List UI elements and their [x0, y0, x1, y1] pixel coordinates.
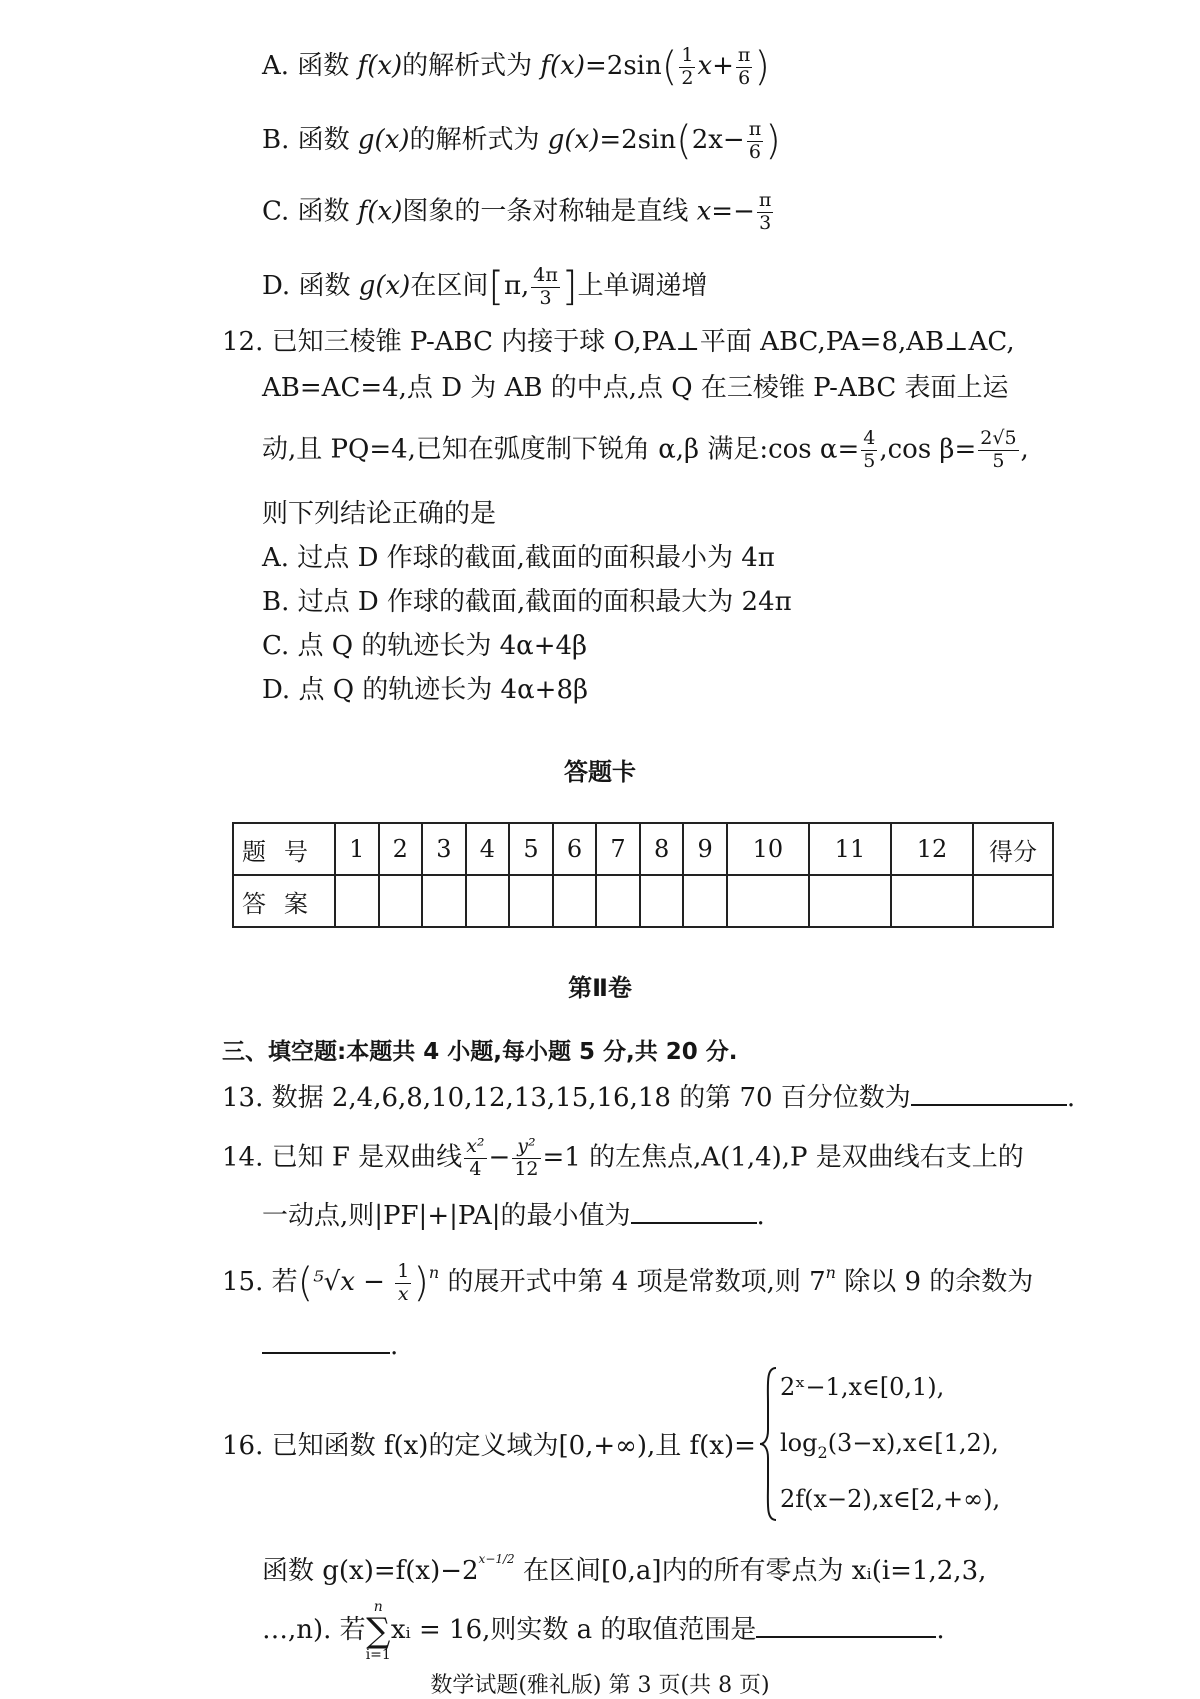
- question-number-cell: 11: [809, 823, 891, 875]
- answer-cell[interactable]: [379, 875, 423, 927]
- question-number-cell: 2: [379, 823, 423, 875]
- q12-option-d: D. 点 Q 的轨迹长为 4α+8β: [262, 675, 589, 705]
- q16-line-1: 16. 已知函数 f(x)的定义域为[0,+∞),且 f(x)=: [222, 1431, 756, 1461]
- question-number-header: 题号: [233, 823, 335, 875]
- q16-case-3: 2f(x−2),x∈[2,+∞),: [780, 1485, 1001, 1513]
- section-3-heading: 三、填空题:本题共 4 小题,每小题 5 分,共 20 分.: [222, 1039, 738, 1065]
- answer-cell[interactable]: [809, 875, 891, 927]
- page-footer: 数学试题(雅礼版) 第 3 页(共 8 页): [430, 1673, 770, 1698]
- q13-answer-blank[interactable]: [911, 1103, 1067, 1106]
- answer-cell[interactable]: [891, 875, 973, 927]
- answer-cell[interactable]: [422, 875, 466, 927]
- question-number-cell: 7: [596, 823, 640, 875]
- answer-cell[interactable]: [640, 875, 684, 927]
- q11-option-d: D. 函数 g(x)在区间[π, $\frac{4\pi}{3}$ ]上单调递增: [262, 263, 708, 310]
- question-number-cell: 3: [422, 823, 466, 875]
- q16-answer-blank[interactable]: [756, 1635, 936, 1638]
- question-number-cell: 12: [891, 823, 973, 875]
- answer-cell[interactable]: [683, 875, 727, 927]
- score-header: 得分: [973, 823, 1053, 875]
- answer-card-answer-row: [233, 875, 1053, 927]
- q16-line-2: 函数 $g(x)=f(x)-2^{x-1/2}$ 在区间[0,a]内的所有零点为 xᵢ(i=1,2,3,: [262, 1552, 987, 1586]
- answer-cell[interactable]: [466, 875, 510, 927]
- question-number-cell: 1: [335, 823, 379, 875]
- answer-cell[interactable]: [509, 875, 553, 927]
- q13-line: 13. 数据 2,4,6,8,10,12,13,15,16,18 的第 70 百分位数为 .: [222, 1083, 1076, 1113]
- q12-line-2: AB=AC=4,点 D 为 AB 的中点,点 Q 在三棱锥 P-ABC 表面上运: [262, 373, 1009, 403]
- score-cell[interactable]: [973, 875, 1053, 927]
- q12-option-a: A. 过点 D 作球的截面,截面的面积最小为 4π: [262, 543, 775, 573]
- answer-cell[interactable]: [335, 875, 379, 927]
- q16-case-2: $\log_2(3-x),x\in[1,2)$,: [780, 1429, 999, 1462]
- answer-card-title: 答题卡: [564, 758, 636, 786]
- question-number-cell: 4: [466, 823, 510, 875]
- answer-cell[interactable]: [596, 875, 640, 927]
- answer-header: 答案: [233, 875, 335, 927]
- summation-symbol: n ∑ i=1: [365, 1599, 391, 1663]
- q15-line-2: .: [262, 1330, 398, 1363]
- question-number-cell: 10: [727, 823, 809, 875]
- q12-option-b: B. 过点 D 作球的截面,截面的面积最大为 24π: [262, 587, 792, 617]
- part-two-title: 第Ⅱ卷: [568, 974, 632, 1002]
- q12-line-4: 则下列结论正确的是: [262, 499, 497, 529]
- q16-case-1: 2ˣ−1,x∈[0,1),: [780, 1373, 945, 1401]
- answer-card-table: [232, 822, 1054, 928]
- question-number-cell: 8: [640, 823, 684, 875]
- q15-line-1: 15. 若(⁵√x − $\frac{1}{x}$ )$^n$ 的展开式中第 4 项是常数项,则 7$^n$ 除以 9 的余数为: [222, 1259, 1034, 1306]
- question-number-cell: 9: [683, 823, 727, 875]
- q14-line-2: 一动点,则|PF|+|PA|的最小值为 .: [262, 1201, 765, 1231]
- piecewise-brace: [758, 1364, 780, 1524]
- q12-option-c: C. 点 Q 的轨迹长为 4α+4β: [262, 631, 588, 661]
- answer-cell[interactable]: [553, 875, 597, 927]
- q11-option-c: C. 函数 f(x)图象的一条对称轴是直线 x=− $\frac{\pi}{3}$: [262, 189, 772, 234]
- answer-card-number-row: [233, 823, 1053, 875]
- q11-option-b: B. 函数 g(x)的解析式为 g(x)=2sin(2x− $\frac{\pi}{6}$ ): [262, 117, 781, 164]
- question-number-cell: 5: [509, 823, 553, 875]
- q12-line-3: 动,且 PQ=4,已知在弧度制下锐角 α,β 满足:cos α= $\frac{4}{5}$ ,cos β= $\frac{2√5}{5}$ ,: [262, 427, 1029, 472]
- q11-option-a: A. 函数 f(x)的解析式为 f(x)=2sin( $\frac{1}{2}$ x+ $\frac{\pi}{6}$ ): [262, 43, 771, 90]
- question-number-cell: 6: [553, 823, 597, 875]
- answer-cell[interactable]: [727, 875, 809, 927]
- q15-answer-blank[interactable]: [262, 1351, 390, 1354]
- q14-answer-blank[interactable]: [631, 1221, 757, 1224]
- q12-line-1: 12. 已知三棱锥 P-ABC 内接于球 O,PA⊥平面 ABC,PA=8,AB⊥AC,: [222, 327, 1015, 357]
- q16-line-3: …,n). 若 n ∑ i=1 xᵢ = 16,则实数 a 的取值范围是 .: [262, 1599, 945, 1663]
- q14-line-1: 14. 已知 F 是双曲线 $\frac{\text{x²}}{4}$ − $\frac{\text{y²}}{12}$ =1 的左焦点,A(1,4),P 是双曲线右支上的: [222, 1135, 1024, 1180]
